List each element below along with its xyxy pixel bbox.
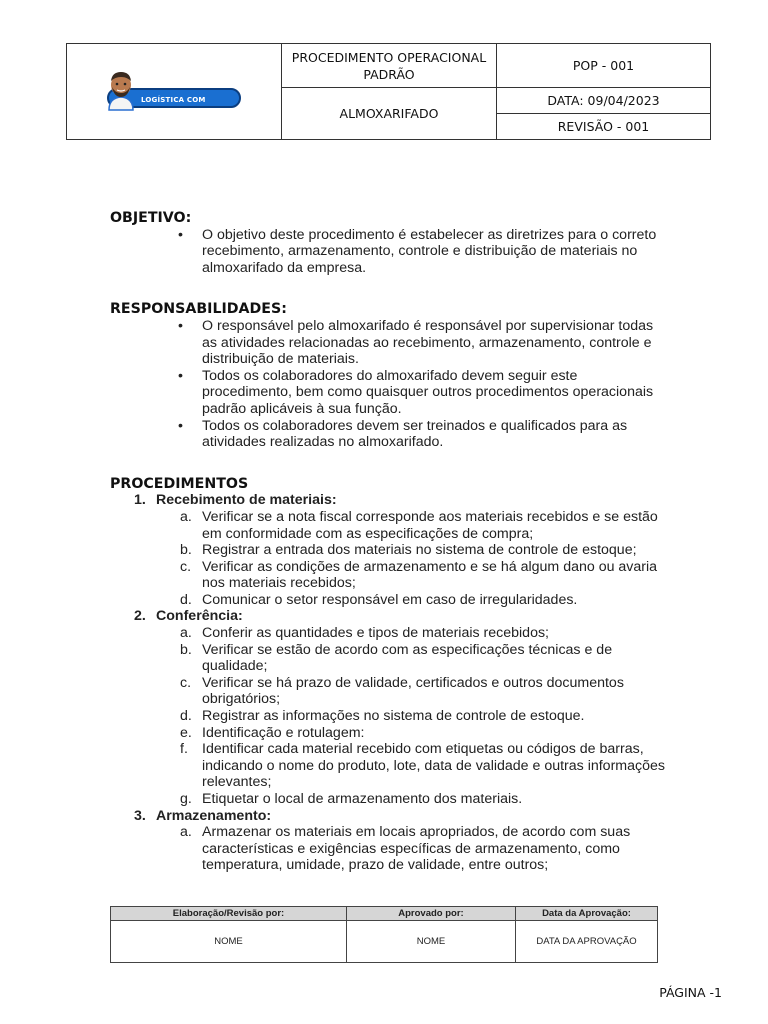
substep-letter: a.: [180, 508, 192, 525]
doc-title: PROCEDIMENTO OPERACIONAL PADRÃO: [282, 44, 497, 88]
list-item: • Todos os colaboradores devem ser treinados e qualificados para as atividades realizadas no almoxarifado.: [110, 418, 670, 451]
substep-item: [110, 824, 670, 874]
approval-table: [110, 906, 658, 963]
responsabilidades-list: [110, 318, 670, 451]
step-item: [110, 492, 670, 608]
list-item: • Todos os colaboradores do almoxarifado devem seguir este procedimento, bem como quaisquer outros procedimentos operacionais padrão aplicáveis à sua função.: [110, 368, 670, 418]
substep-text: Verificar se estão de acordo com as especificações técnicas e de qualidade;: [202, 641, 613, 675]
substep-text: Conferir as quantidades e tipos de materiais recebidos;: [202, 625, 549, 642]
logo: [67, 44, 281, 139]
substep-text: Verificar as condições de armazenamento e se há algum dano ou avaria nos materiais recebidos;: [202, 558, 658, 592]
doc-code: POP - 001: [497, 44, 711, 88]
substep-letter: f.: [180, 741, 188, 758]
substep-item: [110, 675, 670, 708]
substep-letter: c.: [180, 674, 192, 691]
substep-list: [156, 509, 670, 609]
substep-text: Comunicar o setor responsável em caso de irregularidades.: [202, 591, 578, 608]
substep-list: [156, 824, 670, 874]
header-table: [66, 43, 711, 140]
col-header-elaboracao: Elaboração/Revisão por:: [111, 907, 347, 921]
substep-item: [110, 559, 670, 592]
elaboracao-value: NOME: [111, 921, 347, 963]
step-number: 2.: [134, 608, 146, 625]
substep-list: [156, 625, 670, 808]
section-title-responsabilidades: RESPONSABILIDADES:: [110, 301, 287, 318]
substep-letter: d.: [180, 591, 192, 608]
document-body: [110, 210, 670, 874]
logo-badge: LOGÍSTICA COM FERREIRA: [107, 88, 241, 108]
substep-text: Identificar cada material recebido com etiquetas ou códigos de barras, indicando o nome do produto, lote, data de validade e outras informações relevantes;: [202, 741, 665, 791]
substep-text: Registrar as informações no sistema de controle de estoque.: [202, 708, 585, 725]
substep-letter: b.: [180, 542, 192, 559]
substep-letter: g.: [180, 791, 192, 807]
section-title-objetivo: OBJETIVO:: [110, 210, 192, 226]
substep-letter: a.: [180, 824, 192, 841]
doc-revision: REVISÃO - 001: [497, 114, 711, 140]
substep-text: Armazenar os materiais em locais apropriados, de acordo com suas características e exigências específicas de armazenamento, como temperatura, umidade, prazo de validade, entre outros;: [202, 824, 631, 874]
substep-item: [110, 642, 670, 675]
page-number: PÁGINA -1: [659, 985, 722, 1000]
avatar-icon: [105, 70, 137, 112]
col-header-aprovado: Aprovado por:: [347, 907, 516, 921]
substep-text: Identificação e rotulagem:: [202, 724, 365, 741]
substep-text: Verificar se a nota fiscal corresponde aos materiais recebidos e se estão em conformidade com as especificações de compra;: [202, 508, 658, 542]
substep-item: [110, 741, 670, 791]
col-header-data: Data da Aprovação:: [516, 907, 658, 921]
substep-text: Verificar se há prazo de validade, certificados e outros documentos obrigatórios;: [202, 674, 624, 708]
substep-item: [110, 592, 670, 609]
aprovado-value: NOME: [347, 921, 516, 963]
substep-item: [110, 791, 670, 808]
step-title: Armazenamento:: [156, 807, 272, 824]
objetivo-list: [110, 227, 670, 277]
doc-date: DATA: 09/04/2023: [497, 88, 711, 114]
substep-letter: c.: [180, 558, 192, 575]
substep-item: [110, 542, 670, 559]
substep-item: [110, 708, 670, 725]
substep-letter: a.: [180, 625, 192, 642]
section-title-procedimentos: PROCEDIMENTOS: [110, 475, 249, 492]
step-title: Conferência:: [156, 608, 243, 625]
substep-letter: b.: [180, 641, 192, 658]
department: ALMOXARIFADO: [282, 88, 497, 140]
logo-cell: [67, 44, 282, 140]
substep-item: [110, 509, 670, 542]
procedimentos-list: [110, 492, 670, 874]
step-number: 1.: [134, 492, 146, 509]
data-aprovacao-value: DATA DA APROVAÇÃO: [516, 921, 658, 963]
step-title: Recebimento de materiais:: [156, 492, 337, 509]
substep-item: [110, 725, 670, 742]
substep-text: Etiquetar o local de armazenamento dos materiais.: [202, 791, 523, 807]
step-item: [110, 808, 670, 874]
list-item: • O objetivo deste procedimento é estabelecer as diretrizes para o correto recebimento, armazenamento, controle e distribuição de materiais no almoxarifado da empresa.: [110, 227, 670, 277]
substep-text: Registrar a entrada dos materiais no sistema de controle de estoque;: [202, 542, 637, 559]
step-number: 3.: [134, 807, 146, 824]
substep-letter: e.: [180, 724, 192, 741]
substep-item: [110, 625, 670, 642]
substep-letter: d.: [180, 708, 192, 725]
list-item: • O responsável pelo almoxarifado é responsável por supervisionar todas as atividades relacionadas ao recebimento, armazenamento, controle e distribuição de materiais.: [110, 318, 670, 368]
step-item: [110, 608, 670, 807]
